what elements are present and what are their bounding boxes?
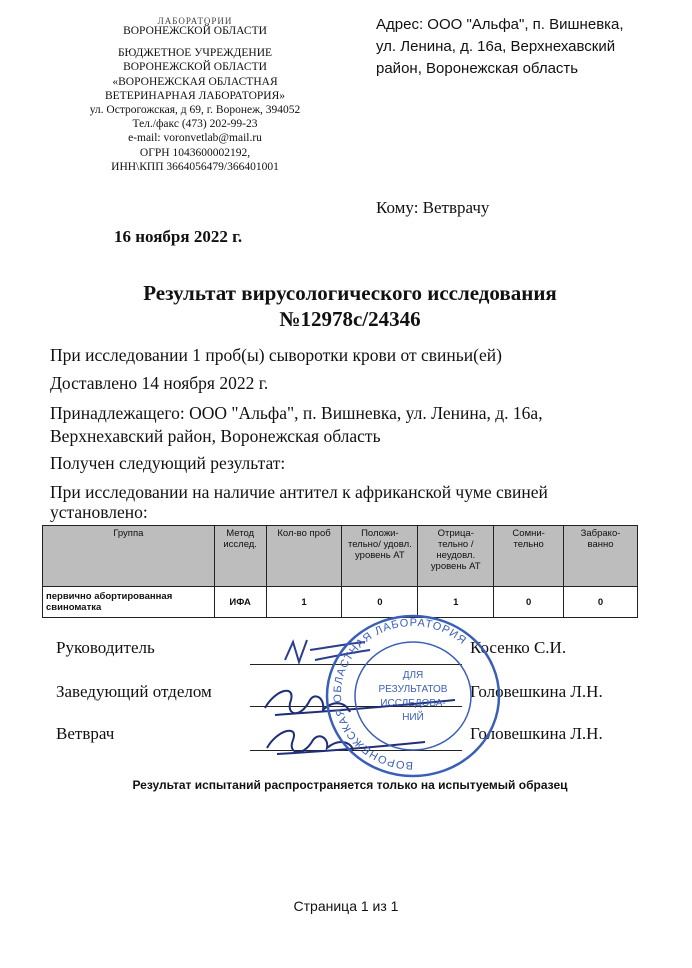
cell-negative: 1 — [418, 587, 494, 618]
signature-role-vet: Ветврач — [56, 724, 115, 743]
footnote: Результат испытаний распространяется только на испытуемый образец — [132, 778, 568, 792]
org-email: e-mail: voronvetlab@mail.ru — [128, 132, 262, 145]
address-line: Адрес: ООО "Альфа", п. Вишневка, — [376, 16, 624, 33]
body-line: При исследовании на наличие антител к африканской чуме свиней — [50, 482, 548, 502]
header-rejected: Забрако- ванно — [564, 526, 638, 587]
org-line: «ВОРОНЕЖСКАЯ ОБЛАСТНАЯ — [112, 75, 278, 88]
document-title — [40, 280, 660, 332]
signature-name-head: Косенко С.И. — [470, 638, 567, 657]
title-line: Результат вирусологического исследования — [143, 281, 557, 305]
signature-name-vet: Головешкина Л.Н. — [470, 724, 603, 743]
table-header-row — [43, 526, 638, 587]
org-line: ВЕТЕРИНАРНАЯ ЛАБОРАТОРИЯ» — [104, 89, 286, 102]
cell-group: первично абортированная свиноматка — [43, 587, 215, 618]
recipient-line: Кому: Ветврачу — [376, 198, 490, 217]
stamp-center-text: ДЛЯ — [402, 670, 424, 681]
body-line: При исследовании 1 проб(ы) сыворотки крови от свиньи(ей) — [50, 345, 502, 365]
body-line: Доставлено 14 ноября 2022 г. — [50, 373, 269, 393]
stamp-center-text: НИЙ — [402, 712, 424, 723]
signature-role-head: Руководитель — [56, 638, 155, 657]
cell-method: ИФА — [214, 587, 266, 618]
body-line: Получен следующий результат: — [50, 453, 286, 473]
stamp-center-text: ИССЛЕДОВА- — [380, 698, 446, 709]
header-count: Кол-во проб — [266, 526, 342, 587]
cell-doubtful: 0 — [494, 587, 564, 618]
signature-role-department: Заведующий отделом — [56, 682, 212, 701]
org-address: ул. Острогожская, д 69, г. Воронеж, 394052 — [89, 104, 301, 117]
body-line: установлено: — [50, 502, 148, 522]
cell-positive: 0 — [342, 587, 418, 618]
cell-rejected: 0 — [564, 587, 638, 618]
org-inn: ИНН\КПП 3664056479/366401001 — [111, 160, 279, 173]
header-group: Группа — [43, 526, 215, 587]
header-doubtful: Сомни- тельно — [494, 526, 564, 587]
organization-header — [50, 14, 340, 174]
result-number: №12978с/24346 — [279, 307, 421, 331]
header-positive: Положи- тельно/ удовл. уровень АТ — [342, 526, 418, 587]
cropped-header-line: ЛАБОРАТОРИИ — [157, 16, 233, 24]
page-number: Страница 1 из 1 — [293, 898, 399, 914]
signature-name-department: Головешкина Л.Н. — [470, 682, 603, 701]
stamp-center-text: РЕЗУЛЬТАТОВ — [378, 684, 448, 695]
organization-name — [50, 46, 340, 103]
body-line: Верхнехавский район, Воронежская область — [50, 426, 381, 446]
address-line: район, Воронежская область — [376, 60, 579, 77]
cell-count: 1 — [266, 587, 342, 618]
org-phone: Тел./факс (473) 202-99-23 — [132, 118, 258, 131]
official-stamp — [318, 612, 508, 782]
org-ogrn: ОГРН 1043600002192, — [139, 146, 251, 159]
results-table — [42, 525, 638, 618]
org-line: БЮДЖЕТНОЕ УЧРЕЖДЕНИЕ — [117, 47, 273, 60]
header-method: Метод исслед. — [214, 526, 266, 587]
recipient-address — [376, 14, 676, 80]
document-date: 16 ноября 2022 г. — [114, 227, 243, 246]
stamp-ring-text: ВОРОНЕЖСКАЯ ОБЛАСТНАЯ ЛАБОРАТОРИЯ — [331, 616, 469, 772]
org-line: ВОРОНЕЖСКОЙ ОБЛАСТИ — [123, 61, 267, 74]
header-negative: Отрица- тельно / неудовл. уровень АТ — [418, 526, 494, 587]
address-line: ул. Ленина, д. 16а, Верхнехавский — [376, 38, 616, 55]
region-line: ВОРОНЕЖСКОЙ ОБЛАСТИ — [123, 25, 267, 37]
body-line: Принадлежащего: ООО "Альфа", п. Вишневка, ул. Ленина, д. 16а, — [50, 403, 543, 423]
